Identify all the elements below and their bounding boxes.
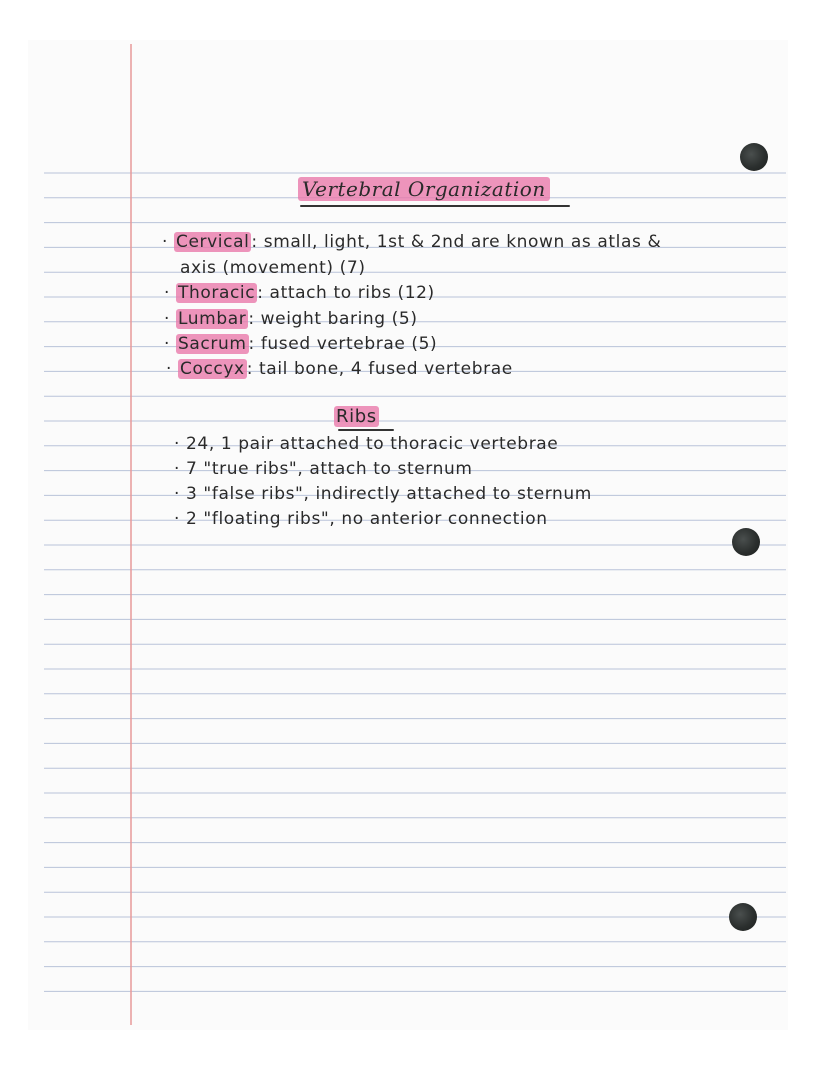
- term-label: Cervical: [176, 232, 250, 252]
- term-description: axis (movement) (7): [180, 258, 366, 278]
- list-item-cervical-continued: [180, 258, 366, 278]
- list-item-thoracic: · Thoracic : attach to ribs (12): [164, 283, 435, 303]
- punch-hole-top: [740, 143, 768, 171]
- list-item-lumbar: · Lumbar : weight baring (5): [164, 309, 418, 329]
- ribs-heading-text: Ribs: [336, 406, 377, 427]
- term-description: attach to ribs (12): [269, 283, 435, 303]
- ribs-item: · 24, 1 pair attached to thoracic vertebrae: [174, 434, 559, 454]
- page-title: [298, 177, 550, 201]
- term-description: tail bone, 4 fused vertebrae: [259, 359, 513, 379]
- term-description: weight baring (5): [260, 309, 418, 329]
- title-underline: [300, 205, 570, 207]
- term-label: Lumbar: [178, 309, 247, 329]
- punch-hole-middle: [732, 528, 760, 556]
- ribs-underline: [338, 429, 394, 431]
- term-label: Sacrum: [178, 334, 247, 354]
- list-item-coccyx: · Coccyx : tail bone, 4 fused vertebrae: [166, 359, 513, 379]
- ribs-item: · 2 "floating ribs", no anterior connection: [174, 509, 548, 529]
- list-item-cervical: · Cervical : small, light, 1st & 2nd are known as atlas &: [162, 232, 662, 252]
- ribs-item: · 3 "false ribs", indirectly attached to sternum: [174, 484, 592, 504]
- punch-hole-bottom: [729, 903, 757, 931]
- title-text: Vertebral Organization: [298, 177, 550, 201]
- term-label: Thoracic: [178, 283, 256, 303]
- term-description: fused vertebrae (5): [260, 334, 438, 354]
- ribs-heading: [334, 406, 379, 427]
- term-label: Coccyx: [180, 359, 245, 379]
- list-item-sacrum: · Sacrum : fused vertebrae (5): [164, 334, 438, 354]
- term-description: small, light, 1st & 2nd are known as atlas &: [263, 232, 662, 252]
- ribs-item: · 7 "true ribs", attach to sternum: [174, 459, 473, 479]
